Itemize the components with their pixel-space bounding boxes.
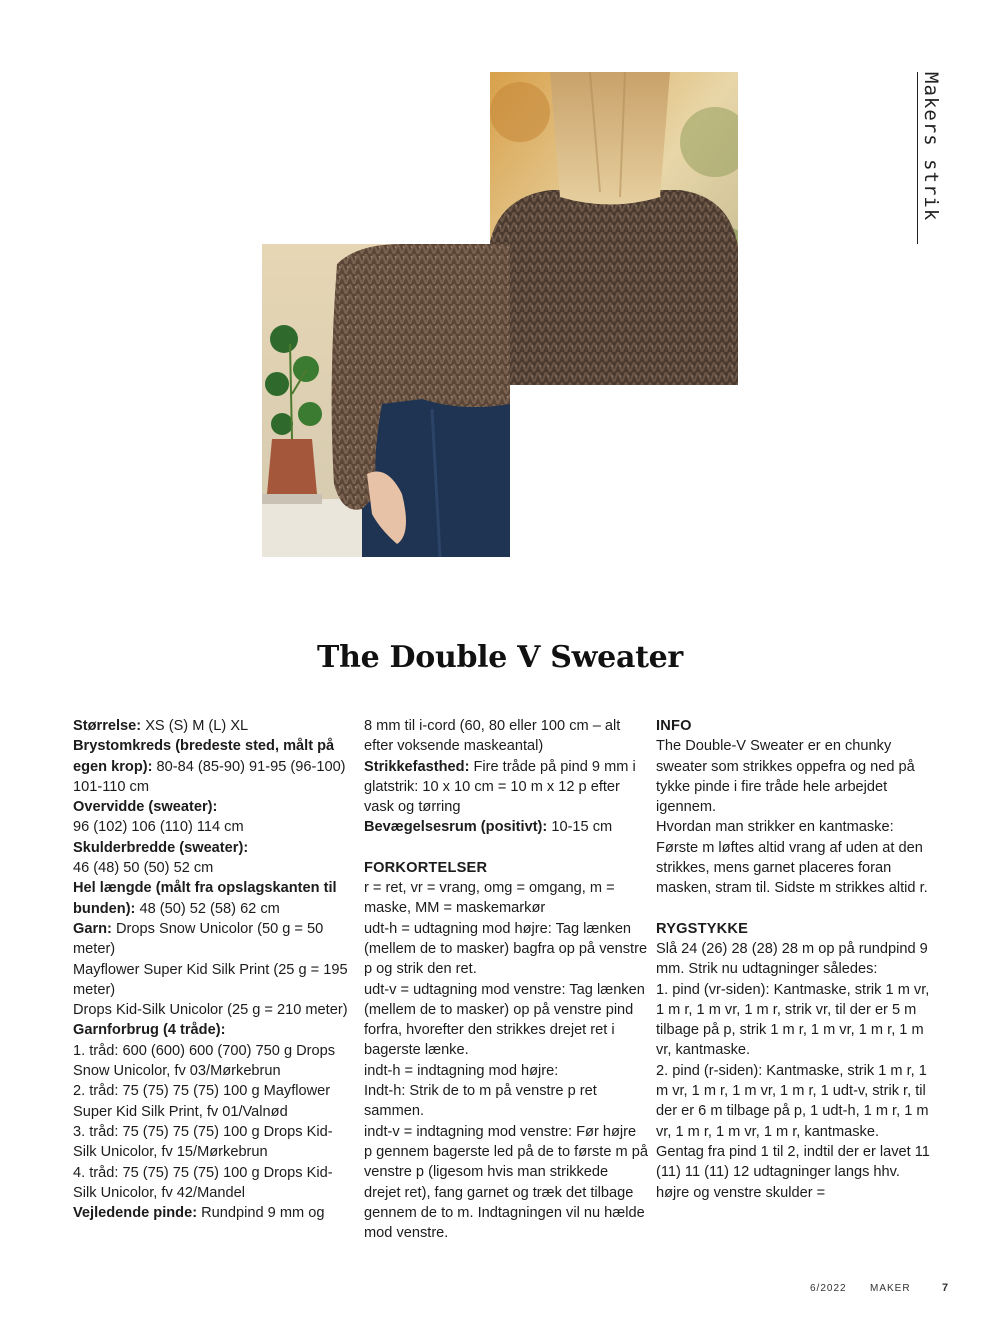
shoulder-label: Skulderbredde (sweater): (73, 839, 249, 856)
length-line: Hel længde (målt fra opslagskanten til bunden): 48 (50) 52 (58) 62 cm (73, 880, 337, 917)
usage-line-2: 2. tråd: 75 (75) 75 (75) 100 g Mayflower Super Kid Silk Print, fv 01/Valnød (73, 1083, 331, 1120)
abbreviation-3: udt-v = udtagning mod venstre: Tag lænken (mellem de to masker) op på venstre pind forfra, hvorefter den strikkes drejet ret i bagerste lænke. (364, 981, 645, 1059)
page-number: 7 (942, 1282, 950, 1294)
usage-line-3: 3. tråd: 75 (75) 75 (75) 100 g Drops Kid-Silk Unicolor, fv 15/Mørkebrun (73, 1123, 333, 1161)
yarn-line: Garn: Drops Snow Unicolor (50 g = 50 meter) (73, 920, 324, 958)
abbreviations-heading: FORKORTELSER (364, 859, 488, 876)
chest-line: Brystomkreds (bredeste sted, målt på egen krop): 80-84 (85-90) 91-95 (96-100) 101-110 cm (73, 738, 346, 795)
abbreviation-6: indt-v = indtagning mod venstre: Før højre p gennem bagerste led på de to første m på venstre p (ligesom hvis man strikkede drejet ret), fang garnet og træk det tilbage gennem de to m. Indtagningen vil nu hælde mod venstre. (364, 1123, 648, 1242)
needles-line: Vejledende pinde: Rundpind 9 mm og (73, 1205, 325, 1222)
overwidth-value: 96 (102) 106 (110) 114 cm (73, 819, 244, 836)
abbreviation-1: r = ret, vr = vrang, omg = omgang, m = maske, MM = maskemarkør (364, 880, 615, 917)
info-paragraph-2: Hvordan man strikker en kantmaske: Første m løftes altid vrang af uden at den strikkes, mens garnet placeres foran masken, stram til. Sidste m strikkes altid r. (656, 819, 928, 897)
usage-line-4: 4. tråd: 75 (75) 75 (75) 100 g Drops Kid-Silk Unicolor, fv 42/Mandel (73, 1164, 333, 1201)
usage-label: Garnforbrug (4 tråde): (73, 1022, 226, 1039)
back-paragraph-2: 1. pind (vr-siden): Kantmaske, strik 1 m vr, 1 m r, 1 m vr, 1 m r, strik vr, til der er 5 m tilbage på p, strik 1 m r, 1 m vr, 1 m r, 1 m vr, kantmaske. (656, 981, 930, 1059)
back-paragraph-4: Gentag fra pind 1 til 2, indtil der er lavet 11 (11) 11 (11) 12 udtagninger langs hhv. højre og venstre skulder = (656, 1143, 930, 1201)
text-column-3 (656, 716, 936, 1203)
gauge-line: Strikkefasthed: Fire tråde på pind 9 mm i glatstrik: 10 x 10 cm = 10 m x 12 p efter vask og tørring (364, 758, 636, 816)
abbreviation-4: indt-h = indtagning mod højre: (364, 1062, 559, 1079)
text-column-1 (73, 716, 355, 1223)
sweater-front-photo (262, 244, 510, 557)
text-column-2 (364, 716, 648, 1243)
size-line: Størrelse: XS (S) M (L) XL (73, 718, 249, 734)
abbreviation-2: udt-h = udtagning mod højre: Tag lænken (mellem de to masker) bagfra op på venstre p og strik den ret. (364, 920, 648, 978)
abbreviation-5: Indt-h: Strik de to m på venstre p ret sammen. (364, 1083, 597, 1120)
yarn-line-2: Mayflower Super Kid Silk Print (25 g = 195 meter) (73, 961, 348, 998)
needles-continued: 8 mm til i-cord (60, 80 eller 100 cm – alt efter voksende maskeantal) (364, 718, 621, 755)
info-paragraph-1: The Double-V Sweater er en chunky sweater som strikkes oppefra og ned på tykke pinde i fire tråde hele arbejdet igennem. (656, 738, 915, 816)
ease-line: Bevægelsesrum (positivt): 10-15 cm (364, 819, 613, 836)
usage-line-1: 1. tråd: 600 (600) 600 (700) 750 g Drops Snow Unicolor, fv 03/Mørkebrun (73, 1042, 336, 1080)
sweater-back-photo (490, 72, 738, 385)
back-piece-heading: RYGSTYKKE (656, 920, 749, 937)
page-title: The Double V Sweater (317, 640, 683, 675)
overwidth-label: Overvidde (sweater): (73, 799, 218, 816)
yarn-line-3: Drops Kid-Silk Unicolor (25 g = 210 meter) (73, 1002, 348, 1019)
section-tab (917, 72, 947, 244)
issue-number: 6/2022 (810, 1283, 847, 1294)
info-heading: INFO (656, 718, 692, 734)
back-paragraph-3: 2. pind (r-siden): Kantmaske, strik 1 m r, 1 m vr, 1 m r, 1 m vr, 1 m r, 1 udt-v, strik r, til der er 6 m tilbage på p, 1 udt-h, 1 m r, 1 m vr, 1 m r, 1 m vr, 1 m r, kantmaske. (656, 1062, 929, 1140)
back-paragraph-1: Slå 24 (26) 28 (28) 28 m op på rundpind 9 mm. Strik nu udtagninger således: (656, 940, 928, 978)
page-footer (760, 1283, 950, 1297)
section-label: Makers strik (920, 72, 942, 222)
magazine-name: MAKER (870, 1283, 911, 1294)
shoulder-value: 46 (48) 50 (50) 52 cm (73, 860, 214, 877)
